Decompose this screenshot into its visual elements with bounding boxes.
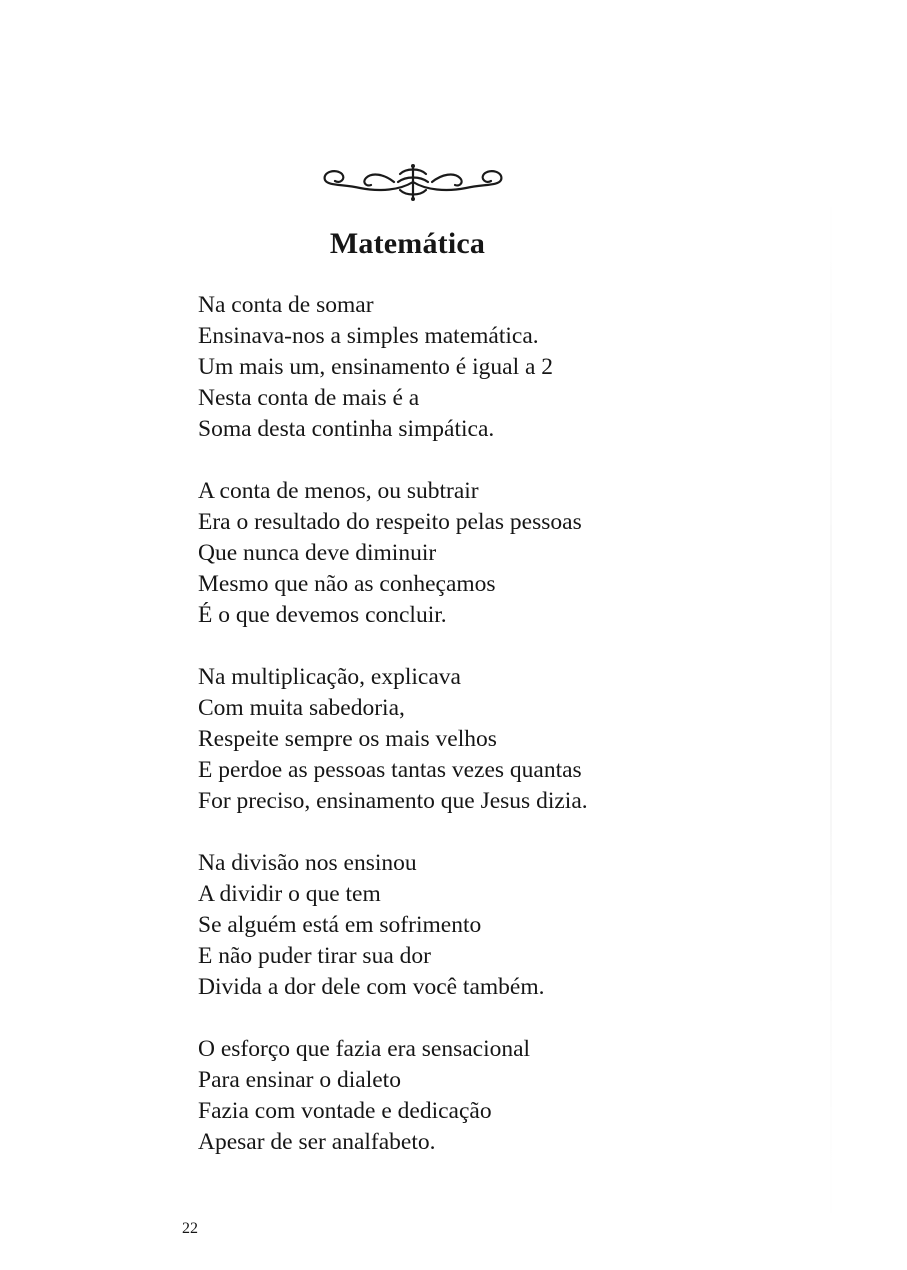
poem-line: Na divisão nos ensinou [198, 850, 417, 876]
poem-title: Matemática [329, 227, 486, 260]
poem-line: Com muita sabedoria, [198, 695, 405, 721]
poem-line: A conta de menos, ou subtrair [198, 478, 479, 504]
poem-line: For preciso, ensinamento que Jesus dizia. [198, 788, 588, 814]
poem-body [198, 290, 838, 1189]
poem-line: O esforço que fazia era sensacional [198, 1036, 531, 1062]
poem-line: Respeite sempre os mais velhos [198, 726, 497, 752]
stanza [198, 662, 838, 817]
page-number: 22 [182, 1220, 198, 1237]
poem-line: Um mais um, ensinamento é igual a 2 [198, 354, 554, 380]
poem-line: Mesmo que não as conheçamos [198, 571, 496, 597]
poem-line: Fazia com vontade e dedicação [198, 1098, 492, 1124]
stanza [198, 848, 838, 1003]
poem-line: Na multiplicação, explicava [198, 664, 461, 690]
poem-line: Que nunca deve diminuir [198, 540, 437, 566]
stanza [198, 476, 838, 631]
poem-line: Soma desta continha simpática. [198, 416, 495, 442]
scroll-flourish-ornament-icon [320, 160, 506, 202]
poem-line: Na conta de somar [198, 292, 374, 318]
poem-line: É o que devemos concluir. [198, 602, 447, 628]
stanza [198, 1034, 838, 1158]
poem-line: Era o resultado do respeito pelas pessoas [198, 509, 582, 535]
poem-line: A dividir o que tem [198, 881, 381, 907]
poem-line: Ensinava-nos a simples matemática. [198, 323, 539, 349]
stanza [198, 290, 838, 445]
poem-line: Divida a dor dele com você também. [198, 974, 545, 1000]
poem-line: Apesar de ser analfabeto. [198, 1129, 436, 1155]
poem-line: E não puder tirar sua dor [198, 943, 431, 969]
poem-line: Para ensinar o dialeto [198, 1067, 401, 1093]
poem-line: E perdoe as pessoas tantas vezes quantas [198, 757, 582, 783]
poem-line: Nesta conta de mais é a [198, 385, 420, 411]
poem-line: Se alguém está em sofrimento [198, 912, 482, 938]
